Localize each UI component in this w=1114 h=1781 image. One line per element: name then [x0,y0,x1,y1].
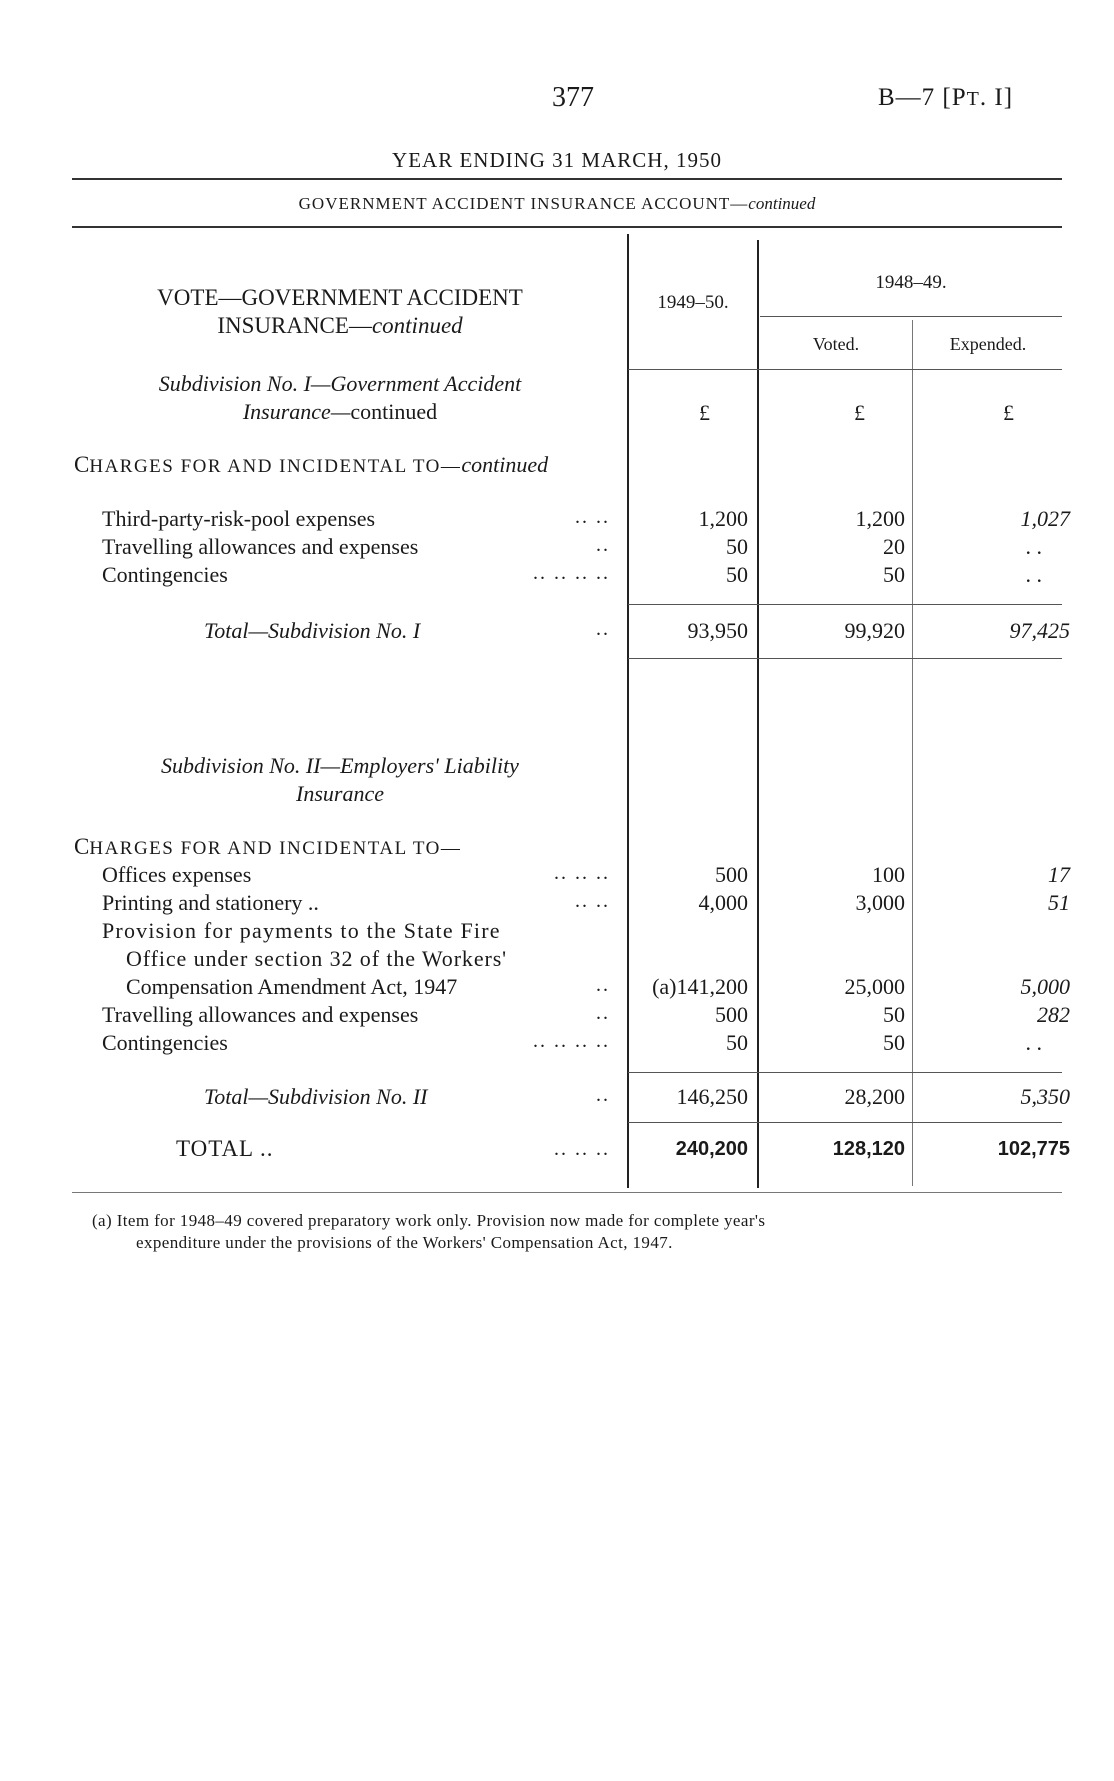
grand-total-voted: 128,120 [832,1138,905,1160]
subdivision-1-total-voted: 99,920 [844,618,905,643]
leader-dots: .. .. [575,506,610,528]
subdivision-2-title: Subdivision No. II—Employers' Liability Insurance [161,753,519,806]
line-item-expended: . . [1025,562,1042,587]
account-rule [72,226,1062,228]
line-item-label: Offices expenses [102,862,252,887]
line-item-voted: 100 [872,862,905,887]
leader-dots: .. [596,534,610,556]
line-item-1949-50: 50 [726,562,748,587]
footnote-line1: (a) Item for 1948–49 covered preparatory work only. Provision now made for complete year's [92,1211,766,1230]
grand-total-label: TOTAL .. [176,1136,274,1161]
line-item-1949-50: 500 [715,862,748,887]
column-header-expended: Expended. [949,334,1027,354]
line-item-voted: 20 [883,534,905,559]
leader-dots: .. .. .. [554,1138,610,1160]
subdivision-2-total-voted: 28,200 [844,1084,905,1109]
leader-dots: .. [596,1002,610,1024]
leader-dots: .. [596,1084,610,1106]
subtotal-rule-bottom [628,1122,1062,1123]
line-item-expended: . . [1025,534,1042,559]
line-item-label: Printing and stationery .. [102,890,319,915]
currency-voted: £ [854,400,865,425]
footnote-line2: expenditure under the provisions of the Workers' Compensation Act, 1947. [136,1233,673,1252]
leader-dots: .. .. .. .. [533,1030,610,1052]
header-subrule [760,316,1062,317]
line-item-label: Contingencies [102,1030,228,1055]
provision-label-line3: Compensation Amendment Act, 1947 [126,974,458,999]
provision-label-line1: Provision for payments to the State Fire [102,918,501,943]
provision-expended: 5,000 [1020,974,1070,999]
subdivision-1-total-label: Total—Subdivision No. I [204,618,421,643]
subdivision-1-total-1949-50: 93,950 [687,618,748,643]
provision-voted: 25,000 [844,974,905,999]
subdivision-1-total-expended: 97,425 [1009,618,1070,643]
currency-expended: £ [1003,400,1014,425]
leader-dots: .. [596,618,610,640]
leader-dots: .. [596,974,610,996]
line-item-1949-50: 500 [715,1002,748,1027]
line-item-1949-50: 50 [726,534,748,559]
leader-dots: .. .. [575,890,610,912]
page-number: 377 [552,82,594,113]
line-item-voted: 50 [883,1030,905,1055]
subdivision-1-title: Subdivision No. I—Government Accident Insurance—continued [158,371,522,424]
column-header-1949-50: 1949–50. [657,292,729,313]
line-item-label: Travelling allowances and expenses [102,534,419,559]
line-item-expended: . . [1025,1030,1042,1055]
provision-label-line2: Office under section 32 of the Workers' [126,946,508,971]
leader-dots: .. .. .. [554,862,610,884]
subdivision-1-charges-heading: CHARGES FOR AND INCIDENTAL TO—continued [74,452,549,477]
document-reference: B—7 [PT. I] [878,84,1014,111]
title-rule [72,178,1062,180]
subdivision-2-total-label: Total—Subdivision No. II [204,1084,428,1109]
column-rule-middle [757,240,759,1188]
column-rule-left [627,234,629,1188]
line-item-voted: 3,000 [855,890,905,915]
subtotal-rule-top [628,604,1062,605]
account-title: GOVERNMENT ACCIDENT INSURANCE ACCOUNT—continued [298,194,816,213]
column-rule-right [912,320,913,1186]
table-bottom-rule [72,1192,1062,1193]
line-item-label: Third-party-risk-pool expenses [102,506,376,531]
vote-heading: VOTE—GOVERNMENT ACCIDENT INSURANCE—continued [157,285,523,338]
leader-dots: .. .. .. .. [533,562,610,584]
page-title: YEAR ENDING 31 MARCH, 1950 [392,148,722,172]
subtotal-rule-bottom [628,658,1062,659]
grand-total-expended: 102,775 [997,1138,1070,1160]
column-header-voted: Voted. [812,334,860,354]
subdivision-2-charges-heading: CHARGES FOR AND INCIDENTAL TO— [74,834,462,859]
currency-1949-50: £ [699,400,710,425]
line-item-expended: 1,027 [1020,506,1070,531]
header-bottom-rule [628,369,1062,370]
line-item-label: Contingencies [102,562,228,587]
line-item-voted: 50 [883,1002,905,1027]
subtotal-rule-top [628,1072,1062,1073]
line-item-1949-50: 4,000 [698,890,748,915]
line-item-expended: 17 [1048,862,1070,887]
grand-total-1949-50: 240,200 [675,1138,748,1160]
line-item-1949-50: 1,200 [698,506,748,531]
line-item-voted: 1,200 [855,506,905,531]
line-item-expended: 282 [1037,1002,1070,1027]
subdivision-2-total-expended: 5,350 [1020,1084,1070,1109]
line-item-expended: 51 [1048,890,1070,915]
line-item-voted: 50 [883,562,905,587]
line-item-1949-50: 50 [726,1030,748,1055]
provision-1949-50: (a)141,200 [652,974,748,999]
subdivision-2-total-1949-50: 146,250 [676,1084,748,1109]
column-header-1948-49: 1948–49. [875,272,947,293]
line-item-label: Travelling allowances and expenses [102,1002,419,1027]
